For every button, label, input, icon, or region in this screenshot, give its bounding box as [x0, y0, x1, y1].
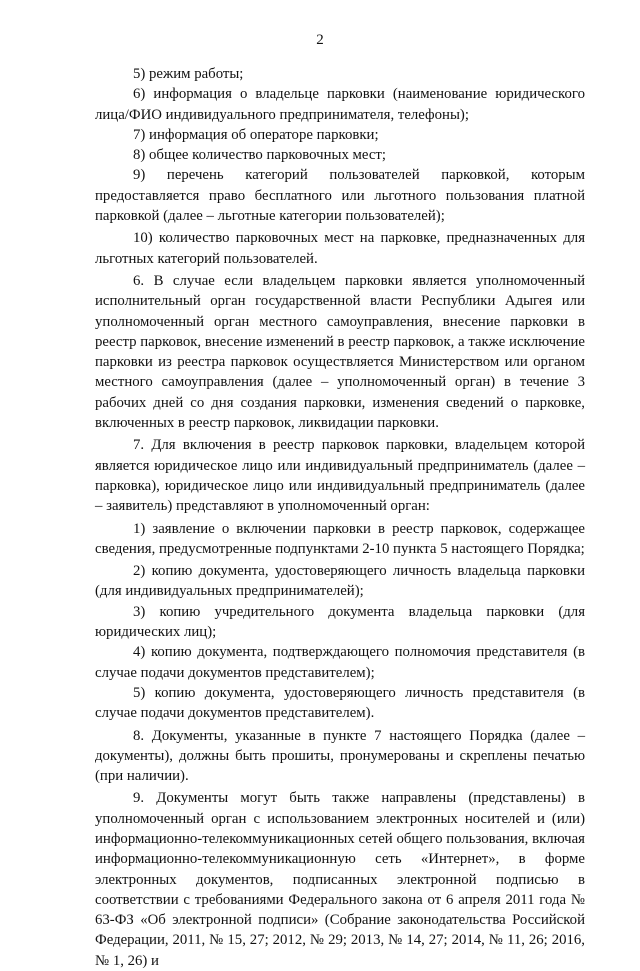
list-item: 1) заявление о включении парковки в реестр парковок, содержащее сведения, предусмотренные подпунктами 2-10 пункта 5 настоящего Порядка; [95, 520, 585, 557]
list-item: 5) режим работы; [133, 66, 244, 82]
list-item: 3) копию учредительного документа владельца парковки (для юридических лиц); [95, 603, 585, 641]
document-body [95, 64, 585, 971]
list-item: 6) информация о владельце парковки (наименование юридического лица/ФИО индивидуального предпринимателя, телефоны); [95, 86, 585, 123]
paragraph: 7. Для включения в реестр парковок парковки, владельцем которой является юридическое лицо или индивидуальный предприниматель (далее – парковка), юридическое лицо или индивидуальный предприниматель (далее – заявитель) представляют в уполномоченный орган: [95, 437, 585, 515]
page-number: 2 [316, 32, 324, 48]
list-item: 5) копию документа, удостоверяющего личность представителя (в случае подачи документов представителем). [95, 684, 585, 722]
paragraph: 9. Документы могут быть также направлены (представлены) в уполномоченный орган с использованием электронных носителей и (или) информационно-телекоммуникационных сетей общего пользования, включая информационно-телекоммуникационную сеть «Интернет», в форме электронных документов, подписанных электронной подписью в соответствии с требованиями Федерального закона от 6 апреля 2011 года № 63-ФЗ «Об электронной подписи» (Собрание законодательства Российской Федерации, 2011, № 15, 27; 2012, № 29; 2013, № 14, 27; 2014, № 11, 26; 2016, № 1, 26) и [95, 790, 585, 969]
list-item: 8) общее количество парковочных мест; [133, 147, 386, 164]
list-item: 7) информация об операторе парковки; [133, 126, 379, 143]
paragraph: 6. В случае если владельцем парковки является уполномоченный исполнительный орган государственной власти Республики Адыгея или уполномоченный орган местного самоуправления, внесение парковки в реестр парковок, внесение изменений в реестр парковок, а также исключение парковки из реестра парковок осуществляется Министерством или органом местного самоуправления (далее – уполномоченный орган) в течение 3 рабочих дней со дня создания парковки, изменения сведений о парковке, включенных в реестр парковок, ликвидации парковки. [95, 272, 585, 432]
list-item: 10) количество парковочных мест на парковке, предназначенных для льготных категорий пользователей. [95, 230, 585, 267]
list-item: 4) копию документа, подтверждающего полномочия представителя (в случае подачи документов представителем); [95, 644, 585, 681]
list-item: 9) перечень категорий пользователей парковкой, которым предоставляется право бесплатного или льготного пользования платной парковкой (далее – льготные категории пользователей); [95, 167, 585, 225]
paragraph: 8. Документы, указанные в пункте 7 настоящего Порядка (далее – документы), должны быть прошиты, пронумерованы и скреплены печатью (при наличии). [95, 727, 585, 785]
list-item: 2) копию документа, удостоверяющего личность владельца парковки (для индивидуальных предпринимателей); [95, 563, 585, 600]
